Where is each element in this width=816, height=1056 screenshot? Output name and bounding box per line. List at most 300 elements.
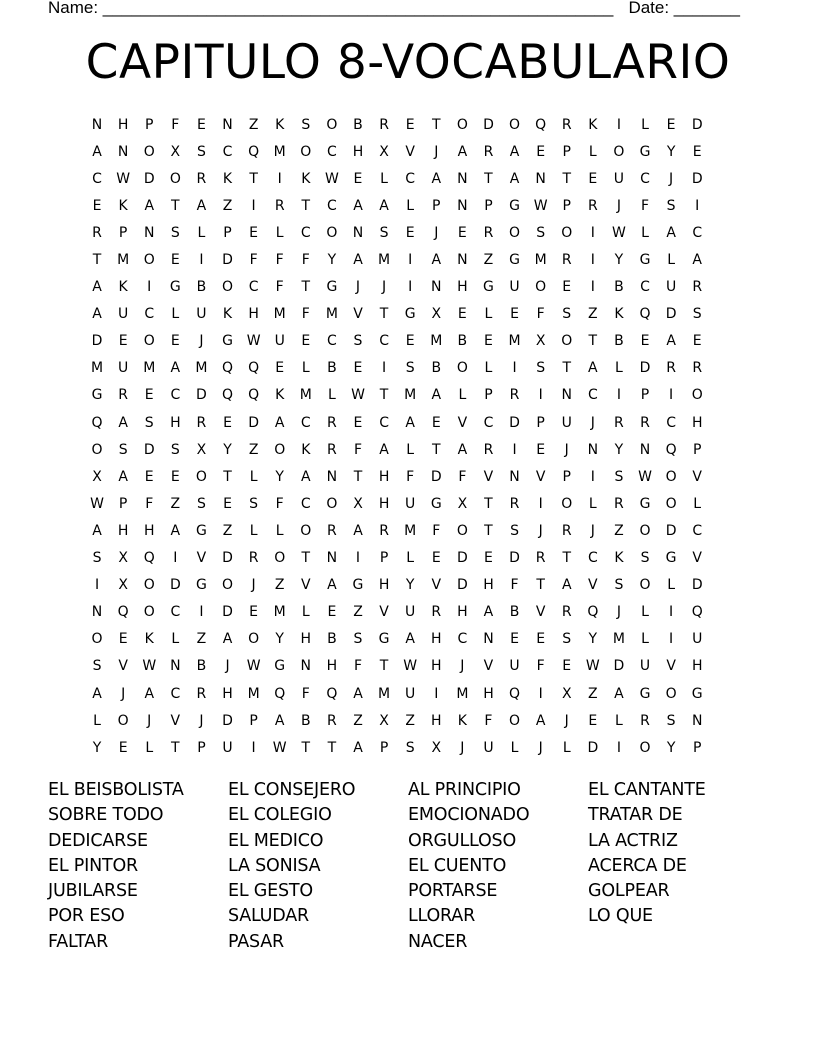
grid-letter[interactable]: R: [196, 414, 207, 431]
grid-letter[interactable]: H: [483, 577, 494, 594]
grid-letter[interactable]: F: [275, 252, 284, 269]
grid-letter[interactable]: S: [301, 116, 311, 133]
grid-letter[interactable]: J: [434, 143, 439, 160]
grid-letter[interactable]: O: [300, 522, 312, 539]
grid-letter[interactable]: O: [509, 712, 521, 729]
grid-letter[interactable]: A: [353, 739, 363, 756]
grid-letter[interactable]: I: [512, 360, 517, 377]
grid-letter[interactable]: A: [353, 522, 363, 539]
grid-letter[interactable]: S: [92, 550, 102, 567]
grid-letter[interactable]: U: [118, 306, 129, 323]
grid-letter[interactable]: L: [301, 604, 310, 621]
grid-letter[interactable]: A: [353, 197, 363, 214]
grid-letter[interactable]: N: [457, 252, 468, 269]
grid-letter[interactable]: Y: [275, 631, 284, 648]
grid-letter[interactable]: Z: [170, 495, 181, 512]
grid-letter[interactable]: M: [91, 360, 104, 377]
grid-letter[interactable]: Z: [222, 522, 233, 539]
grid-letter[interactable]: I: [251, 739, 256, 756]
grid-letter[interactable]: D: [691, 577, 703, 594]
grid-letter[interactable]: B: [457, 333, 468, 350]
grid-letter[interactable]: L: [588, 143, 597, 160]
grid-letter[interactable]: H: [300, 631, 312, 648]
grid-letter[interactable]: B: [196, 279, 207, 296]
grid-letter[interactable]: E: [275, 360, 285, 377]
grid-letter[interactable]: T: [92, 252, 102, 269]
grid-letter[interactable]: F: [301, 252, 310, 269]
grid-letter[interactable]: S: [666, 197, 676, 214]
grid-letter[interactable]: L: [641, 604, 649, 621]
grid-letter[interactable]: E: [640, 333, 650, 350]
grid-letter[interactable]: R: [561, 116, 572, 133]
grid-letter[interactable]: C: [248, 279, 259, 296]
grid-letter[interactable]: F: [640, 197, 650, 214]
grid-letter[interactable]: V: [588, 577, 598, 594]
grid-letter[interactable]: V: [431, 577, 442, 594]
grid-letter[interactable]: E: [249, 224, 259, 241]
grid-letter[interactable]: K: [614, 550, 624, 567]
grid-letter[interactable]: L: [197, 224, 206, 241]
grid-letter[interactable]: X: [118, 577, 128, 594]
grid-letter[interactable]: F: [510, 577, 519, 594]
grid-letter[interactable]: A: [692, 252, 702, 269]
grid-letter[interactable]: E: [666, 116, 676, 133]
grid-letter[interactable]: O: [143, 143, 155, 160]
grid-letter[interactable]: A: [666, 224, 676, 241]
grid-letter[interactable]: R: [509, 495, 520, 512]
grid-letter[interactable]: C: [483, 414, 494, 431]
grid-letter[interactable]: X: [118, 550, 128, 567]
grid-letter[interactable]: G: [222, 333, 233, 350]
grid-letter[interactable]: T: [249, 170, 258, 187]
grid-letter[interactable]: S: [510, 522, 519, 539]
grid-letter[interactable]: A: [353, 685, 363, 702]
grid-letter[interactable]: A: [483, 604, 494, 621]
grid-letter[interactable]: G: [404, 306, 416, 323]
grid-letter[interactable]: D: [691, 170, 703, 187]
grid-letter[interactable]: E: [223, 495, 232, 512]
grid-letter[interactable]: N: [535, 170, 546, 187]
grid-letter[interactable]: I: [669, 631, 674, 648]
grid-letter[interactable]: N: [561, 387, 572, 404]
grid-letter[interactable]: E: [223, 414, 232, 431]
grid-letter[interactable]: O: [274, 441, 286, 458]
grid-letter[interactable]: A: [431, 252, 442, 269]
grid-letter[interactable]: P: [379, 739, 389, 756]
grid-letter[interactable]: A: [92, 685, 102, 702]
grid-letter[interactable]: E: [536, 441, 546, 458]
grid-letter[interactable]: A: [457, 143, 468, 160]
grid-letter[interactable]: M: [430, 333, 443, 350]
grid-letter[interactable]: A: [353, 252, 363, 269]
grid-letter[interactable]: I: [147, 279, 152, 296]
grid-letter[interactable]: G: [665, 550, 677, 567]
grid-letter[interactable]: D: [91, 333, 103, 350]
grid-letter[interactable]: O: [248, 631, 260, 648]
grid-letter[interactable]: V: [535, 604, 546, 621]
grid-letter[interactable]: G: [91, 387, 103, 404]
grid-letter[interactable]: G: [169, 279, 181, 296]
grid-letter[interactable]: V: [483, 468, 494, 485]
grid-letter[interactable]: G: [195, 577, 207, 594]
grid-letter[interactable]: F: [406, 468, 415, 485]
grid-letter[interactable]: R: [587, 197, 598, 214]
grid-letter[interactable]: I: [616, 739, 621, 756]
grid-letter[interactable]: W: [351, 387, 365, 404]
grid-letter[interactable]: O: [509, 116, 521, 133]
grid-letter[interactable]: R: [196, 170, 207, 187]
grid-letter[interactable]: I: [434, 685, 439, 702]
grid-letter[interactable]: C: [457, 631, 468, 648]
grid-letter[interactable]: L: [406, 550, 415, 567]
grid-letter[interactable]: J: [199, 333, 204, 350]
grid-letter[interactable]: E: [588, 170, 598, 187]
grid-letter[interactable]: J: [434, 224, 439, 241]
grid-letter[interactable]: E: [692, 333, 702, 350]
grid-letter[interactable]: A: [561, 577, 572, 594]
grid-letter[interactable]: S: [536, 224, 546, 241]
grid-letter[interactable]: S: [405, 739, 415, 756]
grid-letter[interactable]: U: [274, 333, 285, 350]
grid-letter[interactable]: W: [585, 658, 600, 675]
grid-letter[interactable]: P: [379, 550, 389, 567]
grid-letter[interactable]: O: [456, 522, 468, 539]
grid-letter[interactable]: L: [171, 306, 180, 323]
grid-letter[interactable]: A: [379, 441, 389, 458]
grid-letter[interactable]: O: [535, 279, 547, 296]
grid-letter[interactable]: C: [587, 387, 598, 404]
grid-letter[interactable]: G: [509, 197, 520, 214]
grid-letter[interactable]: N: [639, 441, 651, 458]
grid-letter[interactable]: F: [249, 252, 258, 269]
grid-letter[interactable]: D: [196, 387, 207, 404]
grid-letter[interactable]: R: [379, 116, 389, 133]
grid-letter[interactable]: E: [170, 252, 180, 269]
grid-letter[interactable]: O: [143, 577, 155, 594]
grid-letter[interactable]: B: [509, 604, 520, 621]
grid-letter[interactable]: A: [92, 143, 102, 160]
grid-letter[interactable]: V: [666, 658, 676, 675]
grid-letter[interactable]: D: [169, 577, 181, 594]
grid-letter[interactable]: X: [457, 495, 468, 512]
grid-letter[interactable]: R: [561, 252, 572, 269]
grid-letter[interactable]: H: [248, 306, 259, 323]
grid-letter[interactable]: D: [143, 441, 155, 458]
grid-letter[interactable]: Q: [509, 685, 521, 702]
grid-letter[interactable]: Q: [248, 387, 260, 404]
grid-letter[interactable]: J: [355, 279, 361, 296]
grid-letter[interactable]: G: [352, 577, 364, 594]
grid-letter[interactable]: E: [353, 170, 363, 187]
grid-letter[interactable]: G: [639, 495, 651, 512]
grid-letter[interactable]: B: [353, 116, 363, 133]
grid-letter[interactable]: T: [431, 116, 441, 133]
grid-letter[interactable]: L: [93, 712, 101, 729]
grid-letter[interactable]: H: [143, 522, 155, 539]
grid-letter[interactable]: D: [639, 360, 651, 377]
grid-letter[interactable]: N: [457, 197, 468, 214]
grid-letter[interactable]: I: [408, 252, 413, 269]
grid-letter[interactable]: W: [116, 170, 131, 187]
grid-letter[interactable]: P: [536, 414, 545, 431]
grid-letter[interactable]: Y: [223, 441, 232, 458]
grid-letter[interactable]: E: [431, 414, 441, 431]
grid-letter[interactable]: N: [431, 279, 442, 296]
grid-letter[interactable]: H: [457, 279, 468, 296]
grid-letter[interactable]: L: [406, 441, 415, 458]
grid-letter[interactable]: E: [118, 631, 128, 648]
grid-letter[interactable]: I: [251, 197, 256, 214]
grid-letter[interactable]: Y: [614, 252, 624, 269]
grid-letter[interactable]: S: [353, 333, 363, 350]
grid-letter[interactable]: J: [147, 712, 152, 729]
grid-letter[interactable]: X: [379, 143, 389, 160]
grid-letter[interactable]: R: [483, 143, 494, 160]
grid-letter[interactable]: C: [327, 333, 337, 350]
grid-letter[interactable]: I: [616, 116, 621, 133]
grid-letter[interactable]: K: [588, 116, 598, 133]
grid-letter[interactable]: C: [692, 224, 703, 241]
grid-letter[interactable]: D: [456, 550, 468, 567]
grid-letter[interactable]: O: [639, 739, 651, 756]
grid-letter[interactable]: J: [564, 712, 569, 729]
grid-letter[interactable]: N: [457, 170, 468, 187]
grid-letter[interactable]: V: [301, 577, 311, 594]
grid-letter[interactable]: Q: [248, 360, 260, 377]
grid-letter[interactable]: E: [249, 604, 259, 621]
grid-letter[interactable]: T: [171, 197, 180, 214]
grid-letter[interactable]: W: [638, 468, 652, 485]
grid-letter[interactable]: C: [144, 306, 155, 323]
grid-letter[interactable]: P: [484, 197, 493, 214]
grid-letter[interactable]: D: [613, 658, 625, 675]
grid-letter[interactable]: R: [248, 550, 259, 567]
grid-letter[interactable]: D: [509, 414, 520, 431]
grid-letter[interactable]: A: [92, 306, 102, 323]
grid-letter[interactable]: R: [692, 360, 703, 377]
name-field[interactable]: Name: ______________________________________________________: [48, 0, 614, 17]
grid-letter[interactable]: J: [538, 522, 543, 539]
grid-letter[interactable]: P: [223, 224, 232, 241]
grid-letter[interactable]: U: [613, 170, 625, 187]
grid-letter[interactable]: O: [613, 143, 625, 160]
grid-letter[interactable]: T: [484, 522, 493, 539]
grid-letter[interactable]: Z: [248, 441, 259, 458]
grid-letter[interactable]: M: [273, 306, 286, 323]
grid-letter[interactable]: F: [353, 441, 363, 458]
grid-letter[interactable]: R: [327, 441, 337, 458]
grid-letter[interactable]: A: [666, 333, 676, 350]
grid-letter[interactable]: N: [117, 143, 129, 160]
grid-letter[interactable]: E: [144, 387, 154, 404]
grid-letter[interactable]: E: [405, 224, 415, 241]
grid-letter[interactable]: S: [379, 224, 389, 241]
grid-letter[interactable]: Q: [665, 441, 677, 458]
grid-letter[interactable]: V: [170, 712, 181, 729]
grid-letter[interactable]: T: [588, 333, 598, 350]
grid-letter[interactable]: O: [561, 224, 573, 241]
grid-letter[interactable]: L: [588, 495, 597, 512]
grid-letter[interactable]: R: [640, 414, 650, 431]
grid-letter[interactable]: P: [197, 739, 206, 756]
grid-letter[interactable]: V: [483, 658, 494, 675]
grid-letter[interactable]: T: [562, 360, 572, 377]
grid-letter[interactable]: O: [665, 468, 677, 485]
grid-letter[interactable]: W: [612, 224, 626, 241]
grid-letter[interactable]: C: [405, 170, 416, 187]
grid-letter[interactable]: J: [225, 658, 230, 675]
grid-letter[interactable]: M: [273, 604, 286, 621]
grid-letter[interactable]: N: [91, 604, 103, 621]
grid-letter[interactable]: T: [379, 658, 389, 675]
grid-letter[interactable]: L: [510, 739, 519, 756]
grid-letter[interactable]: W: [90, 495, 104, 512]
grid-letter[interactable]: N: [483, 631, 494, 648]
grid-letter[interactable]: E: [327, 604, 337, 621]
grid-letter[interactable]: Y: [327, 252, 337, 269]
grid-letter[interactable]: K: [118, 279, 128, 296]
grid-letter[interactable]: U: [639, 658, 651, 675]
grid-letter[interactable]: A: [509, 143, 520, 160]
grid-letter[interactable]: K: [457, 712, 467, 729]
grid-letter[interactable]: O: [456, 360, 468, 377]
grid-letter[interactable]: S: [666, 712, 676, 729]
grid-letter[interactable]: U: [405, 604, 416, 621]
grid-letter[interactable]: E: [562, 658, 572, 675]
grid-letter[interactable]: S: [170, 224, 180, 241]
grid-letter[interactable]: E: [118, 739, 128, 756]
grid-letter[interactable]: O: [143, 604, 155, 621]
grid-letter[interactable]: A: [144, 685, 155, 702]
grid-letter[interactable]: O: [639, 577, 651, 594]
grid-letter[interactable]: C: [587, 550, 598, 567]
grid-letter[interactable]: R: [379, 522, 389, 539]
grid-letter[interactable]: N: [691, 712, 703, 729]
grid-letter[interactable]: E: [562, 279, 572, 296]
grid-letter[interactable]: X: [561, 685, 572, 702]
grid-letter[interactable]: O: [195, 468, 207, 485]
grid-letter[interactable]: E: [588, 712, 598, 729]
grid-letter[interactable]: H: [117, 116, 129, 133]
grid-letter[interactable]: A: [327, 577, 337, 594]
grid-letter[interactable]: S: [562, 631, 572, 648]
grid-letter[interactable]: C: [170, 604, 181, 621]
grid-letter[interactable]: X: [379, 712, 389, 729]
grid-letter[interactable]: W: [246, 333, 261, 350]
grid-letter[interactable]: A: [431, 170, 442, 187]
grid-letter[interactable]: W: [246, 658, 261, 675]
grid-letter[interactable]: B: [327, 631, 337, 648]
grid-letter[interactable]: L: [615, 360, 623, 377]
grid-letter[interactable]: E: [118, 333, 128, 350]
grid-letter[interactable]: S: [196, 143, 206, 160]
grid-letter[interactable]: R: [561, 604, 572, 621]
grid-letter[interactable]: C: [379, 333, 389, 350]
grid-letter[interactable]: Q: [326, 685, 338, 702]
grid-letter[interactable]: O: [326, 495, 338, 512]
grid-letter[interactable]: I: [590, 279, 595, 296]
grid-letter[interactable]: Q: [535, 116, 547, 133]
grid-letter[interactable]: O: [509, 224, 521, 241]
grid-letter[interactable]: K: [222, 170, 233, 187]
grid-letter[interactable]: D: [430, 468, 442, 485]
grid-letter[interactable]: M: [378, 685, 391, 702]
grid-letter[interactable]: Q: [274, 685, 286, 702]
grid-letter[interactable]: I: [616, 387, 621, 404]
grid-letter[interactable]: G: [509, 252, 520, 269]
grid-letter[interactable]: P: [562, 143, 571, 160]
grid-letter[interactable]: E: [457, 306, 467, 323]
grid-letter[interactable]: F: [458, 468, 467, 485]
grid-letter[interactable]: M: [612, 631, 625, 648]
grid-letter[interactable]: J: [590, 414, 595, 431]
grid-letter[interactable]: H: [691, 414, 703, 431]
grid-letter[interactable]: Y: [666, 143, 676, 160]
grid-letter[interactable]: X: [431, 306, 442, 323]
grid-letter[interactable]: W: [403, 658, 418, 675]
grid-letter[interactable]: T: [301, 279, 311, 296]
grid-letter[interactable]: M: [325, 306, 338, 323]
grid-letter[interactable]: L: [641, 116, 649, 133]
grid-letter[interactable]: A: [196, 197, 207, 214]
grid-letter[interactable]: T: [536, 577, 545, 594]
grid-letter[interactable]: K: [222, 306, 233, 323]
grid-letter[interactable]: A: [144, 197, 155, 214]
grid-letter[interactable]: T: [301, 197, 311, 214]
grid-letter[interactable]: F: [432, 522, 441, 539]
grid-letter[interactable]: F: [145, 495, 154, 512]
grid-letter[interactable]: Z: [248, 116, 259, 133]
grid-letter[interactable]: O: [326, 224, 338, 241]
grid-letter[interactable]: S: [170, 441, 180, 458]
grid-letter[interactable]: J: [199, 712, 204, 729]
grid-letter[interactable]: T: [171, 739, 180, 756]
grid-letter[interactable]: O: [274, 550, 286, 567]
grid-letter[interactable]: V: [535, 468, 546, 485]
grid-letter[interactable]: U: [222, 739, 233, 756]
grid-letter[interactable]: I: [408, 279, 413, 296]
grid-letter[interactable]: T: [301, 550, 311, 567]
grid-letter[interactable]: R: [196, 685, 207, 702]
grid-letter[interactable]: D: [143, 170, 155, 187]
grid-letter[interactable]: Z: [483, 252, 494, 269]
grid-letter[interactable]: J: [669, 170, 674, 187]
grid-letter[interactable]: I: [590, 468, 595, 485]
grid-letter[interactable]: E: [144, 468, 154, 485]
grid-letter[interactable]: P: [432, 197, 441, 214]
grid-letter[interactable]: E: [353, 360, 363, 377]
grid-letter[interactable]: E: [457, 224, 467, 241]
grid-letter[interactable]: O: [91, 441, 103, 458]
grid-letter[interactable]: B: [431, 360, 442, 377]
grid-letter[interactable]: L: [171, 631, 180, 648]
grid-letter[interactable]: D: [222, 604, 233, 621]
grid-letter[interactable]: W: [533, 197, 548, 214]
grid-letter[interactable]: I: [94, 577, 100, 594]
grid-letter[interactable]: I: [695, 197, 700, 214]
grid-letter[interactable]: A: [379, 197, 389, 214]
grid-letter[interactable]: D: [691, 116, 703, 133]
grid-letter[interactable]: W: [142, 658, 157, 675]
grid-letter[interactable]: X: [196, 441, 207, 458]
grid-letter[interactable]: F: [301, 685, 310, 702]
grid-letter[interactable]: P: [692, 739, 702, 756]
grid-letter[interactable]: A: [274, 414, 285, 431]
grid-letter[interactable]: P: [484, 387, 493, 404]
grid-letter[interactable]: E: [353, 414, 363, 431]
grid-letter[interactable]: G: [195, 522, 207, 539]
grid-letter[interactable]: C: [170, 387, 181, 404]
